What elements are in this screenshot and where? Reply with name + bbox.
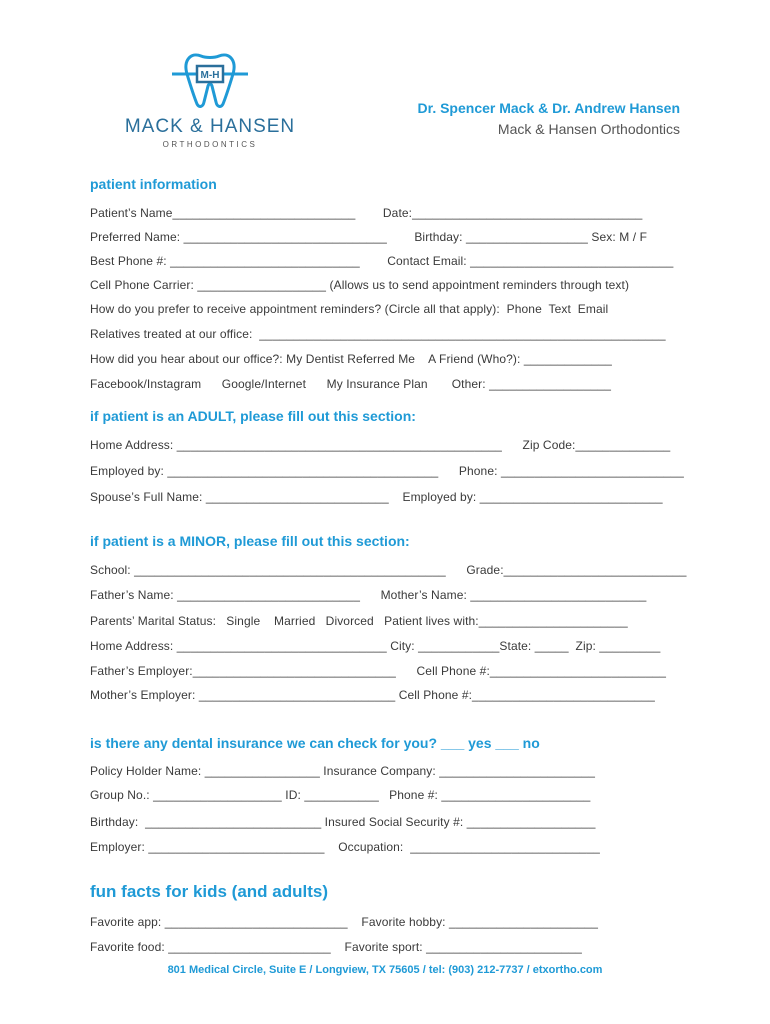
fun-facts-title: fun facts for kids (and adults) bbox=[90, 882, 329, 901]
insurance-birthday-row[interactable]: Birthday: __________________________ Insured Social Security #: ___________________ bbox=[90, 815, 596, 829]
phone-email-row[interactable]: Best Phone #: ____________________________ Contact Email: ______________________________ bbox=[90, 254, 674, 268]
minor-parents-row[interactable]: Father’s Name: ___________________________ Mother’s Name: __________________________ bbox=[90, 588, 647, 602]
footer-contact: 801 Medical Circle, Suite E / Longview, TX 75605 / tel: (903) 212-7737 / etxortho.com bbox=[167, 964, 603, 976]
preferred-name-birthday-row[interactable]: Preferred Name: ______________________________ Birthday: __________________ Sex: M / F bbox=[90, 230, 648, 244]
patient-info-title: patient information bbox=[90, 176, 217, 192]
logo-monogram: M-H bbox=[200, 70, 220, 81]
adult-section-title: if patient is an ADULT, please fill out this section: bbox=[90, 408, 416, 424]
minor-school-row[interactable]: School: ______________________________________________ Grade:___________________________ bbox=[90, 563, 687, 577]
minor-section-title: if patient is a MINOR, please fill out this section: bbox=[90, 533, 410, 549]
reminder-preference-row[interactable]: How do you prefer to receive appointment reminders? (Circle all that apply): Phone Text Email bbox=[90, 302, 609, 316]
insurance-title[interactable]: is there any dental insurance we can check for you? ___ yes ___ no bbox=[90, 735, 540, 751]
tooth-braces-icon bbox=[172, 50, 248, 110]
adult-address-row[interactable]: Home Address: ________________________________________________ Zip Code:______________ bbox=[90, 438, 671, 452]
relatives-row[interactable]: Relatives treated at our office: ____________________________________________________________ bbox=[90, 327, 666, 341]
referral-options-row[interactable]: Facebook/Instagram Google/Internet My Insurance Plan Other: __________________ bbox=[90, 377, 612, 391]
minor-marital-row[interactable]: Parents’ Marital Status: Single Married Divorced Patient lives with:______________________ bbox=[90, 614, 628, 628]
fun-facts-food-row[interactable]: Favorite food: ________________________ Favorite sport: _______________________ bbox=[90, 940, 582, 954]
insurance-employer-row[interactable]: Employer: __________________________ Occupation: ____________________________ bbox=[90, 840, 600, 854]
cell-carrier-row[interactable]: Cell Phone Carrier: ___________________ (Allows us to send appointment reminders through text) bbox=[90, 278, 630, 292]
minor-father-employer-row[interactable]: Father’s Employer:______________________________ Cell Phone #:__________________________ bbox=[90, 664, 667, 678]
adult-spouse-row[interactable]: Spouse’s Full Name: ___________________________ Employed by: ___________________________ bbox=[90, 490, 663, 504]
minor-mother-employer-row[interactable]: Mother’s Employer: _____________________________ Cell Phone #:___________________________ bbox=[90, 688, 655, 702]
insurance-group-row[interactable]: Group No.: ___________________ ID: ___________ Phone #: ______________________ bbox=[90, 788, 591, 802]
minor-address-row[interactable]: Home Address: _______________________________ City: ____________State: _____ Zip: _________ bbox=[90, 639, 661, 653]
practice-logo bbox=[112, 50, 308, 154]
logo-brand-sub: ORTHODONTICS bbox=[162, 140, 258, 149]
insurance-holder-row[interactable]: Policy Holder Name: _________________ Insurance Company: _______________________ bbox=[90, 764, 596, 778]
patient-name-date-row[interactable]: Patient’s Name___________________________ Date:__________________________________ bbox=[90, 206, 643, 220]
practice-name: Mack & Hansen Orthodontics bbox=[497, 121, 680, 137]
logo-brand-name: MACK & HANSEN bbox=[124, 116, 296, 137]
fun-facts-app-row[interactable]: Favorite app: ___________________________ Favorite hobby: ______________________ bbox=[90, 915, 599, 929]
adult-employer-row[interactable]: Employed by: ________________________________________ Phone: ___________________________ bbox=[90, 464, 684, 478]
referral-row[interactable]: How did you hear about our office?: My Dentist Referred Me A Friend (Who?): _____________ bbox=[90, 352, 612, 366]
doctors-heading: Dr. Spencer Mack & Dr. Andrew Hansen bbox=[417, 100, 680, 116]
